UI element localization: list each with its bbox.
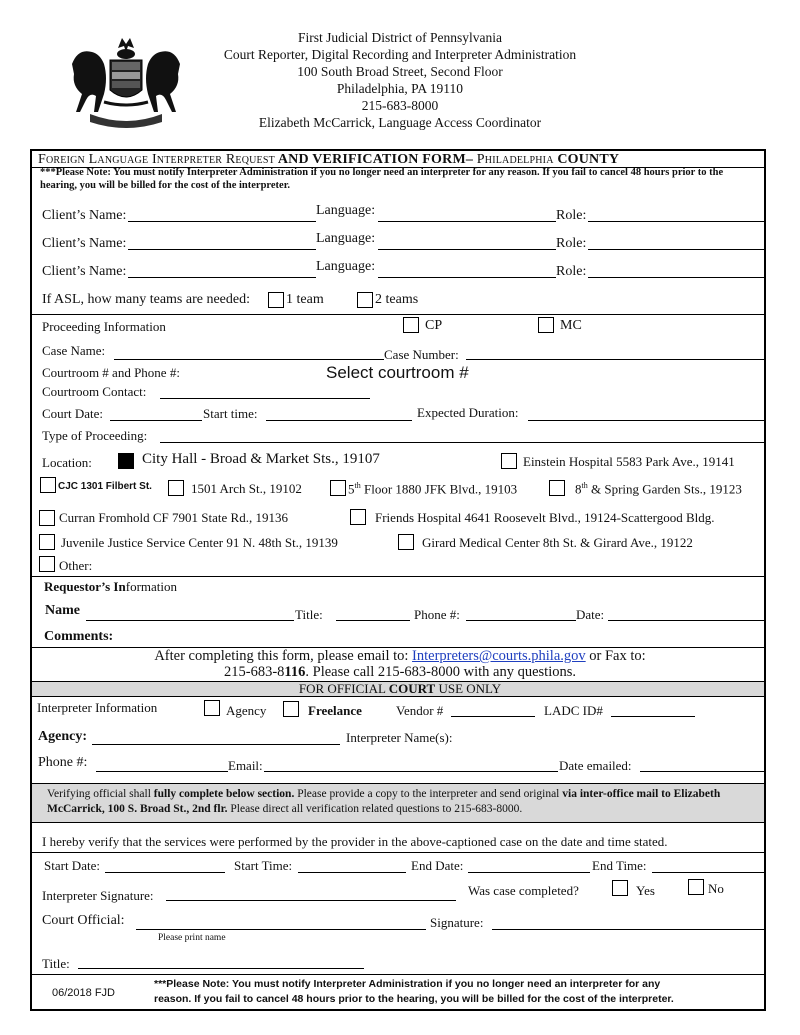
requestor-heading — [44, 579, 177, 595]
agency-option-label: Agency — [226, 703, 267, 718]
friends-checkbox[interactable] — [350, 509, 366, 525]
form-code: 06/2018 FJD — [52, 987, 115, 999]
courtroom-phone-label: Courtroom # and Phone #: — [42, 365, 180, 380]
verify-note-b1: fully complete below section. — [153, 788, 295, 800]
case-name-label: Case Name: — [42, 343, 106, 358]
top-notice: ***Please Note: You must notify Interpreter Administration if you no longer need an interpreter for any reason. If you fail to cancel 48 hours prior to the hearing, you will be billed for the cost of the interpreter. — [40, 167, 724, 191]
spring-label-number: 8 — [575, 481, 582, 497]
requestor-phone-label: Phone #: — [414, 607, 460, 622]
spring-garden-label — [575, 481, 742, 497]
print-name-note: Please print name — [158, 933, 226, 943]
jfk-label — [348, 481, 517, 497]
asl-2-teams-checkbox[interactable] — [357, 292, 373, 308]
submit-line-1-pre: After completing this form, please email to: — [154, 648, 413, 664]
yes-label: Yes — [636, 883, 655, 898]
end-time-label: End Time: — [592, 858, 647, 873]
city-hall-label: City Hall - Broad & Market Sts., 19107 — [142, 451, 380, 467]
start-time-label: Start time: — [203, 406, 258, 421]
asl-question: If ASL, how many teams are needed: — [42, 292, 250, 307]
submit-line-2-post: . Please call 215-683-8000 with any questions. — [305, 664, 576, 680]
cjc-label: CJC 1301 Filbert St. — [58, 481, 152, 492]
cjc-checkbox[interactable] — [40, 477, 56, 493]
expected-duration-label: Expected Duration: — [417, 405, 519, 420]
language-label-2: Language: — [316, 231, 376, 246]
header-line-1: First Judicial District of Pennsylvania — [298, 30, 502, 45]
type-of-proceeding-label: Type of Proceeding: — [42, 428, 148, 443]
role-label-2: Role: — [556, 236, 587, 251]
role-label-1: Role: — [556, 208, 587, 223]
proceeding-heading: Proceeding Information — [42, 319, 166, 334]
form-title-part1: Foreign Language Interpreter Request — [38, 152, 275, 167]
girard-checkbox[interactable] — [398, 534, 414, 550]
arch-checkbox[interactable] — [168, 480, 184, 496]
interpreters-email-link[interactable]: Interpreters@courts.phila.gov — [412, 648, 586, 664]
court-date-label: Court Date: — [42, 406, 104, 421]
agency-label: Agency: — [38, 729, 87, 744]
comments-label: Comments: — [44, 629, 114, 644]
jfk-label-rest: Floor 1880 JFK Blvd., 19103 — [360, 481, 518, 497]
end-date-label: End Date: — [411, 858, 464, 873]
curran-label: Curran Fromhold CF 7901 State Rd., 19136 — [59, 510, 288, 525]
official-band-bold: COURT — [388, 681, 436, 696]
role-label-3: Role: — [556, 264, 587, 279]
no-checkbox[interactable] — [688, 879, 704, 895]
case-completed-question: Was case completed? — [468, 883, 579, 898]
vendor-label: Vendor # — [396, 703, 444, 718]
requestor-title-label: Title: — [295, 607, 323, 622]
official-band-pre: FOR OFFICIAL — [298, 681, 389, 696]
language-label-3: Language: — [316, 259, 376, 274]
other-checkbox[interactable] — [39, 556, 55, 572]
official-band-post: USE ONLY — [435, 681, 502, 696]
verify-note — [47, 787, 759, 817]
submit-line-2-pre: 215-683-8 — [224, 664, 285, 680]
start-time-label-v: Start Time: — [234, 858, 293, 873]
footer-note-line-2: reason. If you fail to cancel 48 hours prior to the hearing, you will be billed for the cost of the interpreter. — [154, 993, 674, 1005]
verify-note-p1: Verifying official shall — [47, 788, 154, 800]
submit-line-2-bold: 116 — [284, 664, 306, 680]
start-date-label: Start Date: — [44, 858, 100, 873]
verify-note-p2: Please provide a copy to the interpreter and send original — [294, 788, 563, 800]
header-line-5: 215-683-8000 — [361, 98, 439, 113]
court-official-label: Court Official: — [42, 913, 125, 928]
official-email-label: Email: — [228, 758, 263, 773]
jfk-checkbox[interactable] — [330, 480, 346, 496]
yes-checkbox[interactable] — [612, 880, 628, 896]
language-label-1: Language: — [316, 203, 376, 218]
curran-checkbox[interactable] — [39, 510, 55, 526]
requestor-heading-rest: formation — [125, 579, 177, 594]
city-hall-checkbox[interactable] — [118, 453, 134, 469]
asl-2-teams-label: 2 teams — [375, 292, 419, 307]
jfk-label-sup: th — [354, 481, 361, 490]
client-name-label-3: Client’s Name: — [42, 264, 127, 279]
submit-line-2 — [0, 664, 800, 681]
spring-label-rest: & Spring Garden Sts., 19123 — [587, 481, 742, 497]
signature-label: Signature: — [430, 915, 484, 930]
verify-note-b2: via inter-office mail to Elizabeth McCarrick, 100 S. Broad St., 2nd flr. — [47, 788, 721, 815]
location-label: Location: — [42, 455, 92, 470]
courtroom-select-dropdown[interactable]: Select courtroom # — [326, 363, 469, 382]
no-label: No — [708, 881, 724, 896]
form-title-part2: AND VERIFICATION FORM– — [274, 152, 477, 167]
header-line-4: Philadelphia, PA 19110 — [336, 81, 464, 96]
juvenile-label: Juvenile Justice Service Center 91 N. 48th St., 19139 — [61, 535, 338, 550]
client-name-label-1: Client’s Name: — [42, 208, 127, 223]
verify-statement: I hereby verify that the services were performed by the provider in the above-captioned case on the date and time stated. — [42, 834, 668, 849]
interp-signature-label: Interpreter Signature: — [42, 888, 154, 903]
verify-note-p3: Please direct all verification related questions to 215-683-8000. — [227, 803, 523, 815]
case-number-label: Case Number: — [384, 347, 459, 362]
header-line-6: Elizabeth McCarrick, Language Access Coordinator — [258, 115, 542, 130]
mc-label: MC — [560, 318, 582, 333]
einstein-checkbox[interactable] — [501, 453, 517, 469]
jfk-label-number: 5 — [348, 481, 355, 497]
requestor-name-label: Name — [45, 603, 80, 618]
arch-label: 1501 Arch St., 19102 — [191, 481, 302, 496]
submit-line-1-post: or Fax to: — [585, 648, 646, 664]
client-name-label-2: Client’s Name: — [42, 236, 127, 251]
cp-checkbox[interactable] — [403, 317, 419, 333]
agency-checkbox[interactable] — [204, 700, 220, 716]
cp-label: CP — [425, 318, 443, 333]
freelance-checkbox[interactable] — [283, 701, 299, 717]
mc-checkbox[interactable] — [538, 317, 554, 333]
juvenile-checkbox[interactable] — [39, 534, 55, 550]
other-label: Other: — [59, 558, 93, 573]
spring-label-sup: th — [581, 481, 588, 490]
girard-label: Girard Medical Center 8th St. & Girard Ave., 19122 — [422, 535, 693, 550]
date-emailed-label: Date emailed: — [559, 758, 632, 773]
friends-label: Friends Hospital 4641 Roosevelt Blvd., 19124-Scattergood Bldg. — [375, 510, 715, 525]
form-title-part4: COUNTY — [553, 152, 620, 167]
form-title-part3: Philadelphia — [476, 152, 554, 167]
submit-line-1 — [0, 648, 800, 665]
title-label-v: Title: — [42, 956, 70, 971]
freelance-option-label: Freelance — [308, 703, 362, 718]
footer-note-line-1: ***Please Note: You must notify Interpreter Administration if you no longer need an interpreter for any — [154, 978, 661, 990]
requestor-heading-bold: Requestor’s In — [44, 579, 126, 594]
interp-names-label: Interpreter Name(s): — [346, 730, 453, 745]
header-line-3: 100 South Broad Street, Second Floor — [297, 64, 503, 79]
requestor-date-label: Date: — [576, 607, 605, 622]
spring-garden-checkbox[interactable] — [549, 480, 565, 496]
header-line-2: Court Reporter, Digital Recording and Interpreter Administration — [223, 47, 577, 62]
ladc-label: LADC ID# — [544, 703, 603, 718]
asl-1-team-checkbox[interactable] — [268, 292, 284, 308]
asl-1-team-label: 1 team — [286, 292, 324, 307]
einstein-label: Einstein Hospital 5583 Park Ave., 19141 — [523, 454, 735, 469]
official-use-heading — [0, 681, 800, 697]
interp-info-label: Interpreter Information — [37, 700, 158, 715]
official-phone-label: Phone #: — [38, 755, 88, 770]
courtroom-contact-label: Courtroom Contact: — [42, 384, 147, 399]
